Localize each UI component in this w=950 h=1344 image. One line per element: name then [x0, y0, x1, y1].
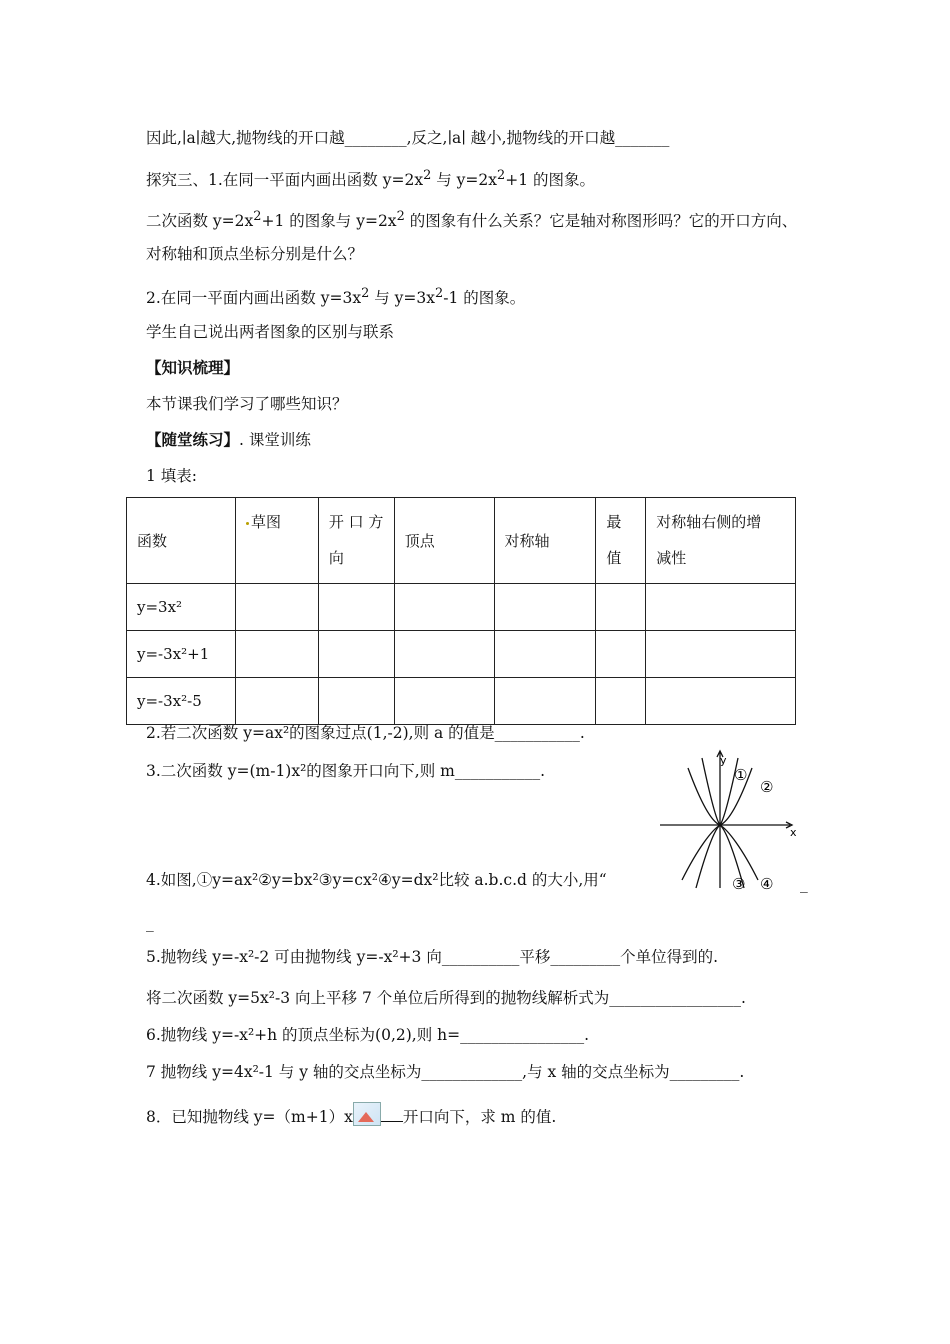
dot-icon — [246, 522, 249, 525]
text-line-8: 本节课我们学习了哪些知识？ — [146, 395, 348, 413]
question-7: 7 抛物线 y=4x²-1 与 y 轴的交点坐标为_____________,与 x 轴的交点坐标为_________. — [146, 1063, 745, 1081]
text-seg: 二次函数 y=2x — [146, 212, 254, 231]
cell-empty[interactable] — [596, 631, 646, 678]
fill-table — [126, 497, 796, 725]
text-seg: 2.在同一平面内画出函数 y=3x — [146, 289, 362, 308]
label-4: ④ — [760, 875, 774, 893]
table-row — [127, 678, 796, 725]
label-1: ① — [734, 766, 748, 784]
text-line-4: 对称轴和顶点坐标分别是什么？ — [146, 245, 364, 263]
text-seg: 与 y=3x — [369, 289, 435, 308]
question-5: 5.抛物线 y=-x²-2 可由抛物线 y=-x²+3 向__________平移_________个单位得到的. — [146, 948, 718, 966]
header-text: 向 — [328, 549, 344, 567]
cell-empty[interactable] — [394, 678, 494, 725]
cell-empty[interactable] — [494, 584, 596, 631]
question-8 — [146, 1102, 556, 1127]
text-seg: -1 的图象。 — [443, 289, 526, 308]
text-line-1: 因此,∣a∣越大,抛物线的开口越________,反之,∣a∣ 越小,抛物线的开口越_______ — [146, 129, 670, 147]
cell-function: y=-3x²+1 — [127, 631, 236, 678]
text-seg: 探究三、1.在同一平面内画出函数 y=2x — [146, 171, 424, 190]
section-heading-summary: 【知识梳理】 — [146, 358, 240, 377]
header-monotonicity — [646, 498, 796, 584]
cell-empty[interactable] — [494, 631, 596, 678]
cell-empty[interactable] — [596, 584, 646, 631]
question-5b: 将二次函数 y=5x²-3 向上平移 7 个单位后所得到的抛物线解析式为_________________. — [146, 989, 746, 1007]
text-line-3 — [146, 207, 797, 231]
text-line-6: 学生自己说出两者图象的区别与联系 — [146, 323, 395, 341]
table-row — [127, 584, 796, 631]
label-3: ③ — [732, 875, 746, 893]
header-sketch — [235, 498, 318, 584]
cell-empty[interactable] — [494, 678, 596, 725]
question-3: 3.二次函数 y=(m-1)x²的图象开口向下,则 m___________. — [146, 762, 546, 780]
header-text: 减性 — [656, 549, 687, 567]
text-seg: +1 的图象。 — [505, 171, 595, 190]
cell-empty[interactable] — [596, 678, 646, 725]
cell-empty[interactable] — [318, 678, 394, 725]
cell-empty[interactable] — [235, 584, 318, 631]
header-extreme — [596, 498, 646, 584]
superscript: 2 — [396, 209, 405, 224]
text-seg: 的图象有什么关系？它是轴对称图形吗？它的开口方向、 — [404, 212, 798, 231]
parabola-figure — [654, 748, 804, 897]
label-2: ② — [760, 778, 774, 796]
header-axis: 对称轴 — [494, 498, 596, 584]
question-2: 2.若二次函数 y=ax²的图象过点(1,-2),则 a 的值是___________. — [146, 724, 585, 742]
cell-empty[interactable] — [646, 584, 796, 631]
cell-empty[interactable] — [235, 631, 318, 678]
header-text: 对称轴右侧的增 — [656, 513, 762, 531]
cell-function: y=3x² — [127, 584, 236, 631]
cell-empty[interactable] — [394, 584, 494, 631]
text-line-10: 1 填表: — [146, 467, 198, 485]
y-label: y — [720, 754, 727, 767]
text-seg: 与 y=2x — [431, 171, 497, 190]
header-text: 值 — [606, 549, 622, 567]
cell-empty[interactable] — [318, 584, 394, 631]
text-line-5 — [146, 284, 525, 308]
x-label: x — [790, 826, 797, 839]
section-heading-practice — [146, 430, 311, 450]
question-4: 4.如图,①y=ax²②y=bx²③y=cx²④y=dx²比较 a.b.c.d 的大小,用“ — [146, 871, 607, 889]
header-function: 函数 — [127, 498, 236, 584]
header-text: 最 — [606, 513, 622, 531]
broken-image-icon — [353, 1102, 381, 1126]
cell-function: y=-3x²-5 — [127, 678, 236, 725]
cell-empty[interactable] — [646, 678, 796, 725]
table-header-row — [127, 498, 796, 584]
question-6: 6.抛物线 y=-x²+h 的顶点坐标为(0,2),则 h=________________. — [146, 1026, 590, 1044]
text-seg: 开口向下，求 m 的值. — [402, 1108, 557, 1126]
header-text: 开 口 方 — [328, 513, 384, 531]
superscript: 2 — [497, 168, 506, 183]
superscript: 2 — [423, 168, 432, 183]
cell-empty[interactable] — [394, 631, 494, 678]
practice-heading: 【随堂练习】 — [146, 430, 240, 449]
question-4-continued: _ — [146, 914, 154, 932]
header-sketch-label: 草图 — [250, 513, 281, 531]
cell-empty[interactable] — [318, 631, 394, 678]
header-opening — [318, 498, 394, 584]
cell-empty[interactable] — [235, 678, 318, 725]
blank-underline — [381, 1121, 403, 1122]
superscript: 2 — [435, 286, 444, 301]
question-4-tail: _ — [800, 875, 808, 893]
text-line-2 — [146, 166, 595, 190]
cell-empty[interactable] — [646, 631, 796, 678]
text-seg: 8．已知抛物线 y=（m+1）x — [146, 1108, 353, 1126]
superscript: 2 — [361, 286, 370, 301]
text-seg: +1 的图象与 y=2x — [261, 212, 397, 231]
practice-subtitle: . 课堂训练 — [239, 431, 311, 449]
table-row — [127, 631, 796, 678]
superscript: 2 — [253, 209, 262, 224]
header-vertex: 顶点 — [394, 498, 494, 584]
